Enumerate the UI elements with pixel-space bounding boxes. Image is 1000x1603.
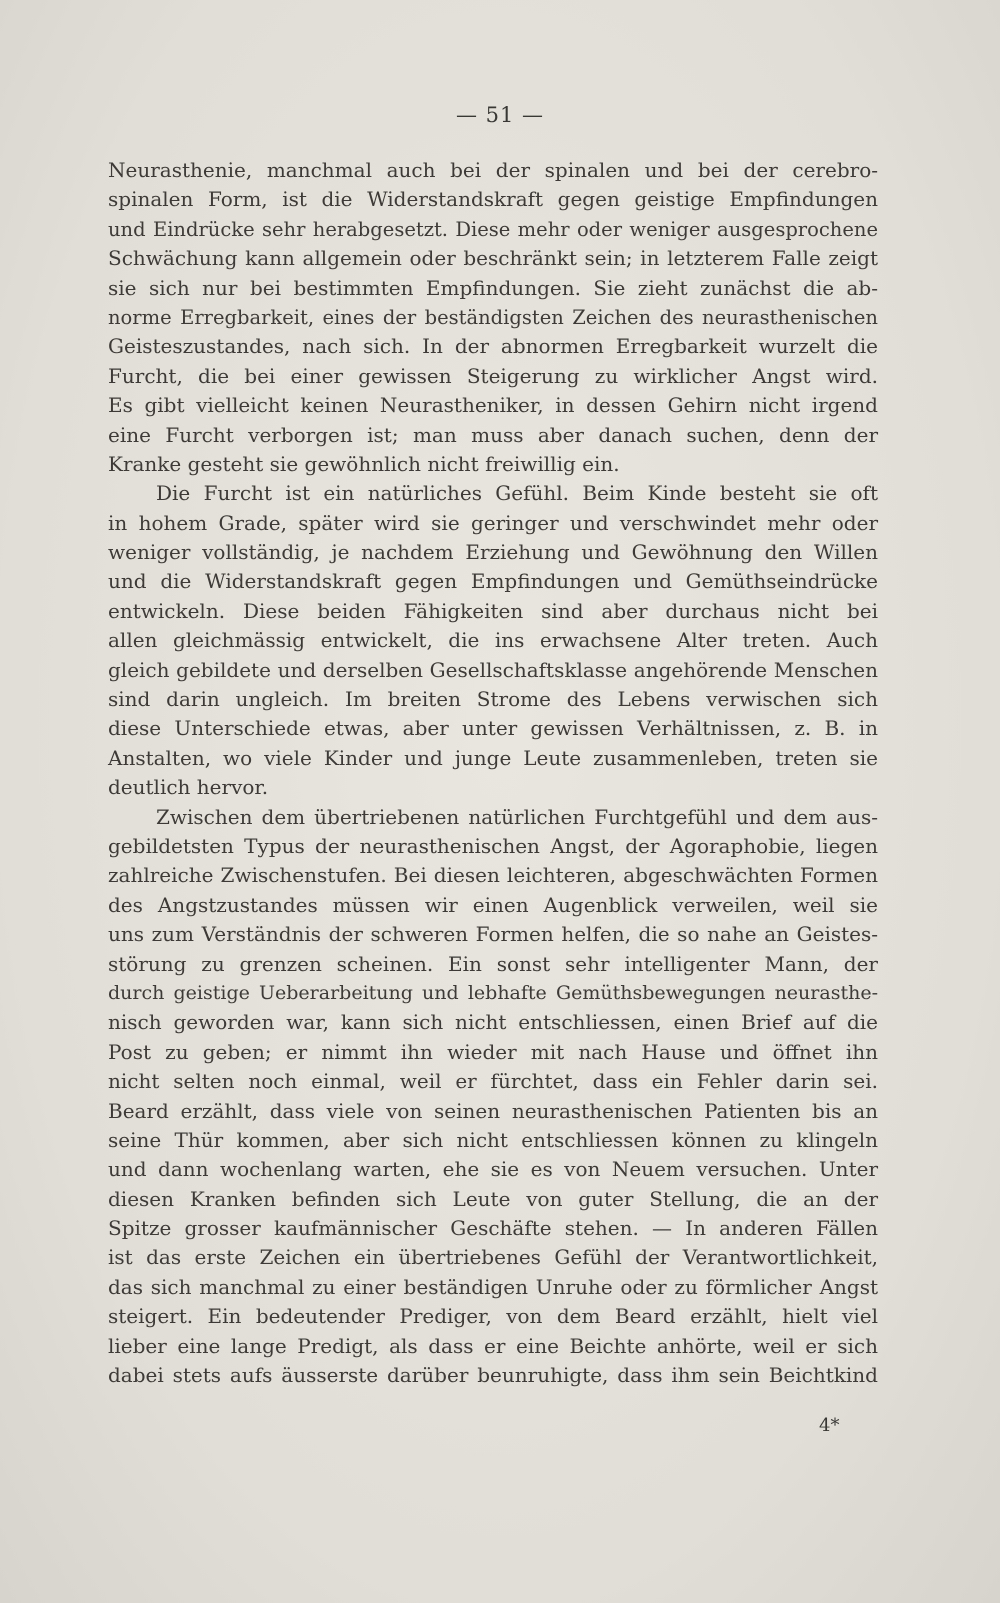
text-line: norme Erregbarkeit, eines der beständigsten Zeichen des neurasthenischen	[108, 305, 878, 329]
text-line: sind darin ungleich. Im breiten Strome des Lebens verwischen sich	[108, 687, 878, 712]
text-line: weniger vollständig, je nachdem Erziehung und Gewöhnung den Willen	[108, 540, 878, 565]
text-line: durch geistige Ueberarbeitung und lebhafte Gemüthsbewegungen neurasthe-	[108, 981, 878, 1004]
text-line: Geisteszustandes, nach sich. In der abnormen Erregbarkeit wurzelt die	[108, 334, 878, 359]
text-line: steigert. Ein bedeutender Prediger, von dem Beard erzählt, hielt viel	[108, 1304, 878, 1329]
text-line: Kranke gesteht sie gewöhnlich nicht freiwillig ein.	[108, 451, 620, 476]
text-line: uns zum Verständnis der schweren Formen helfen, die so nahe an Geistes-	[108, 922, 878, 947]
text-line: gleich gebildete und derselben Gesellschaftsklasse angehörende Menschen	[108, 657, 878, 682]
text-line: seine Thür kommen, aber sich nicht entschliessen können zu klingeln	[108, 1127, 878, 1152]
text-line: und die Widerstandskraft gegen Empfindungen und Gemüthseindrücke	[108, 569, 878, 594]
text-line: Die Furcht ist ein natürliches Gefühl. Beim Kinde besteht sie oft	[156, 481, 878, 506]
text-line: das sich manchmal zu einer beständigen Unruhe oder zu förmlicher Angst	[108, 1274, 878, 1299]
text-line: Furcht, die bei einer gewissen Steigerung zu wirklicher Angst wird.	[108, 363, 878, 388]
text-line: und dann wochenlang warten, ehe sie es von Neuem versuchen. Unter	[108, 1157, 878, 1182]
signature-mark: 4*	[819, 1415, 840, 1436]
text-line: Neurasthenie, manchmal auch bei der spinalen und bei der cerebro-	[108, 158, 878, 182]
text-line: ist das erste Zeichen ein übertriebenes Gefühl der Verantwortlichkeit,	[108, 1245, 878, 1270]
text-line: störung zu grenzen scheinen. Ein sonst sehr intelligenter Mann, der	[108, 951, 878, 976]
text-line: Zwischen dem übertriebenen natürlichen Furchtgefühl und dem aus-	[156, 804, 878, 829]
text-line: gebildetsten Typus der neurasthenischen Angst, der Agoraphobie, liegen	[108, 833, 878, 858]
text-line: Es gibt vielleicht keinen Neurastheniker, in dessen Gehirn nicht irgend	[108, 393, 878, 418]
text-line: Post zu geben; er nimmt ihn wieder mit nach Hause und öffnet ihn	[108, 1039, 878, 1064]
body-text	[108, 156, 878, 1390]
text-line: nisch geworden war, kann sich nicht entschliessen, einen Brief auf die	[108, 1010, 878, 1035]
text-line: entwickeln. Diese beiden Fähigkeiten sind aber durchaus nicht bei	[108, 598, 878, 623]
text-line: nicht selten noch einmal, weil er fürchtet, dass ein Fehler darin sei.	[108, 1069, 878, 1094]
text-line: deutlich hervor.	[108, 775, 269, 800]
text-line: Spitze grosser kaufmännischer Geschäfte stehen. — In anderen Fällen	[108, 1216, 878, 1241]
text-line: allen gleichmässig entwickelt, die ins erwachsene Alter treten. Auch	[108, 628, 878, 653]
text-line: in hohem Grade, später wird sie geringer und verschwindet mehr oder	[108, 510, 878, 535]
page-number: — 51 —	[455, 103, 545, 127]
text-line: eine Furcht verborgen ist; man muss aber danach suchen, denn der	[108, 422, 878, 447]
text-line: dabei stets aufs äusserste darüber beunruhigte, dass ihm sein Beichtkind	[108, 1363, 878, 1388]
text-line: spinalen Form, ist die Widerstandskraft gegen geistige Empfindungen	[108, 187, 878, 212]
text-line: lieber eine lange Predigt, als dass er eine Beichte anhörte, weil er sich	[108, 1333, 878, 1358]
text-line: diesen Kranken befinden sich Leute von guter Stellung, die an der	[108, 1186, 878, 1211]
text-line: diese Unterschiede etwas, aber unter gewissen Verhältnissen, z. B. in	[108, 716, 878, 741]
text-line: sie sich nur bei bestimmten Empfindungen. Sie zieht zunächst die ab-	[108, 275, 878, 300]
text-line: Schwächung kann allgemein oder beschränkt sein; in letzterem Falle zeigt	[108, 246, 878, 271]
text-line: Beard erzählt, dass viele von seinen neurasthenischen Patienten bis an	[108, 1098, 878, 1123]
text-line: und Eindrücke sehr herabgesetzt. Diese mehr oder weniger ausgesprochene	[108, 217, 878, 241]
text-line: des Angstzustandes müssen wir einen Augenblick verweilen, weil sie	[108, 892, 878, 917]
text-line: zahlreiche Zwischenstufen. Bei diesen leichteren, abgeschwächten Formen	[108, 863, 878, 888]
text-line: Anstalten, wo viele Kinder und junge Leute zusammenleben, treten sie	[108, 745, 878, 770]
